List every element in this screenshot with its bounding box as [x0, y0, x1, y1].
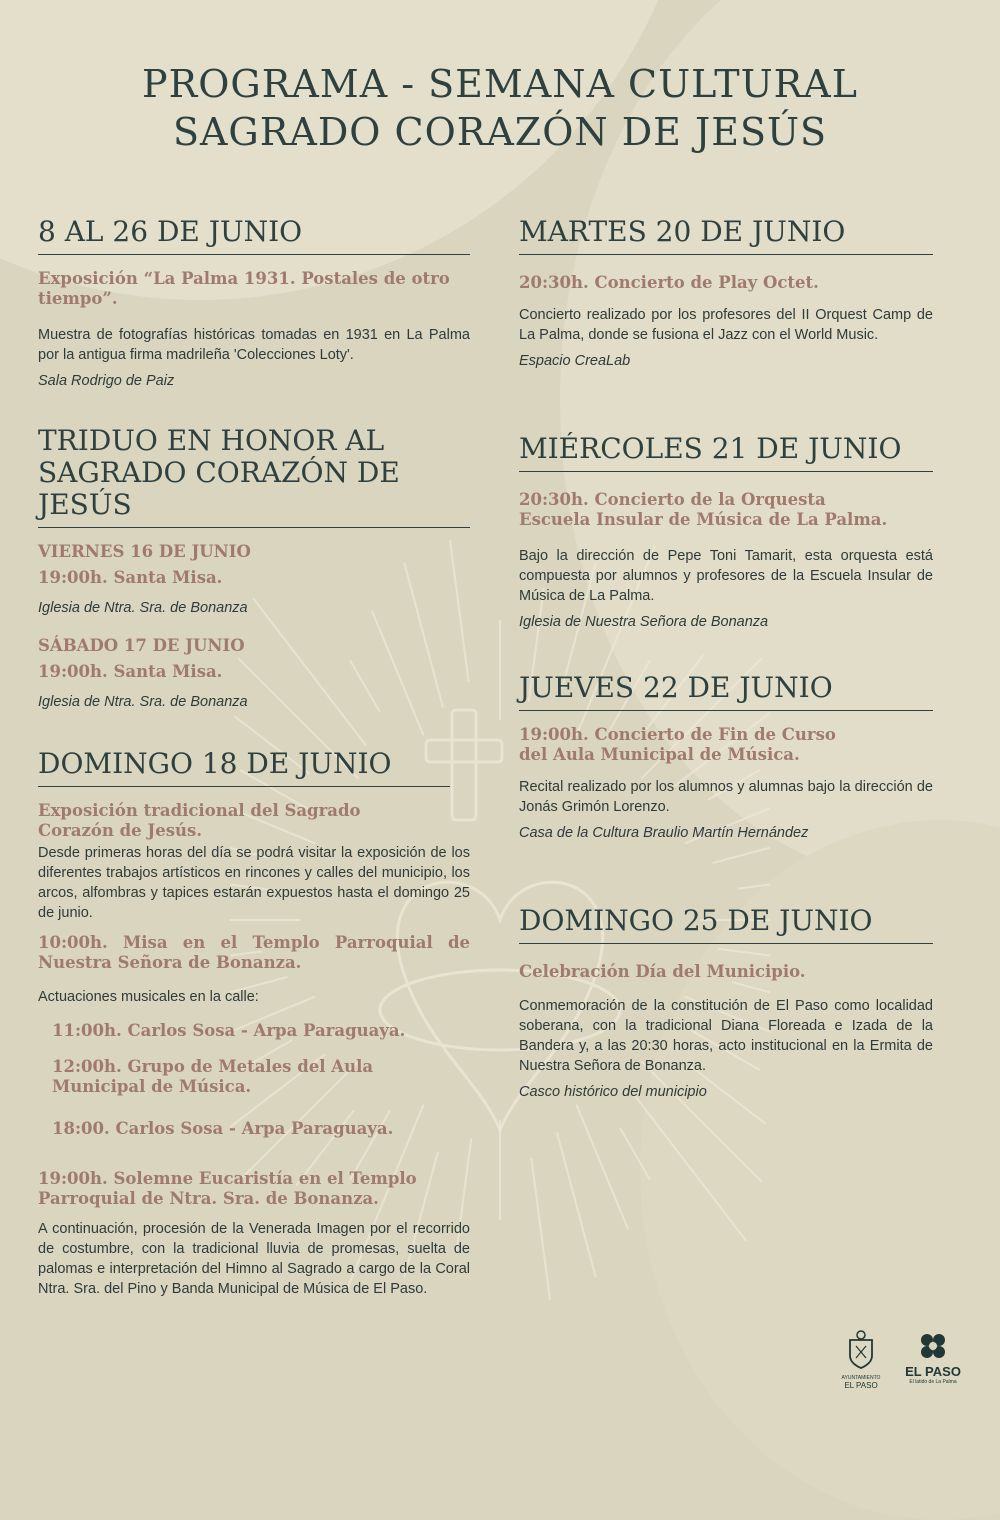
section-8-26-junio: [38, 216, 470, 391]
section-jueves-22: [519, 672, 933, 843]
section-heading-line2: SAGRADO CORAZÓN DE JESÚS: [38, 456, 400, 521]
section-heading: [38, 425, 470, 528]
section-heading: JUEVES 22 DE JUNIO: [519, 672, 933, 711]
sunburst-ray: [531, 1158, 553, 1300]
left-column: [38, 216, 470, 1299]
event-title: 19:00h. Concierto de Fin de Curso del Aula Municipal de Música.: [519, 725, 836, 764]
brand-name: EL PASO: [905, 1364, 961, 1379]
el-paso-brand-logo: [900, 1332, 966, 1385]
event-title: Celebración Día del Municipio.: [519, 962, 806, 981]
event-title: 10:00h. Misa en el Templo Parroquial de Nuestra Señora de Bonanza.: [38, 933, 470, 972]
logo-caption: EL PASO: [844, 1381, 878, 1390]
event-description: Bajo la dirección de Pepe Toni Tamarit, esta orquesta está compuesta por alumnos y profesores de la Escuela Insular de Música de La Palma.: [519, 548, 933, 604]
music-item: 18:00. Carlos Sosa - Arpa Paraguaya.: [52, 1119, 394, 1138]
sunburst-ray: [634, 1095, 747, 1242]
music-item: 12:00h. Grupo de Metales del Aula Municipal de Música.: [52, 1057, 374, 1096]
event-place: Espacio CreaLab: [519, 353, 631, 369]
logo-caption-small: AYUNTAMIENTO: [841, 1375, 881, 1381]
event-description: Recital realizado por los alumnos y alumnas bajo la dirección de Jonás Grimón Lorenzo.: [519, 779, 933, 815]
event-place: Sala Rodrigo de Paiz: [38, 373, 175, 389]
event-title: Exposición tradicional del Sagrado Corazón de Jesús.: [38, 801, 361, 840]
section-heading: 8 AL 26 DE JUNIO: [38, 216, 470, 255]
event-place: Casa de la Cultura Braulio Martín Hernández: [519, 825, 809, 841]
event-description: A continuación, procesión de la Venerada Imagen por el recorrido de costumbre, con la tradicional lluvia de promesas, suelta de palomas e interpretación del Himno al Sagrado a cargo de la Coral Ntra. Sra. del Pino y Banda Municipal de Música de El Paso.: [38, 1221, 470, 1297]
section-heading: MARTES 20 DE JUNIO: [519, 216, 933, 255]
sunburst-ray: [577, 1105, 629, 1230]
music-intro: Actuaciones musicales en la calle:: [38, 989, 259, 1005]
right-column: [519, 216, 933, 1102]
event-description: Conmemoración de la constitución de El Paso como localidad soberana, con la tradicional Diana Floreada e Izada de la Bandera y, a las 20:30 horas, acto institucional en la Ermita de Nuestra Señora de Bonanza.: [519, 998, 933, 1074]
event-title: 19:00h. Solemne Eucaristía en el Templo Parroquial de Ntra. Sra. de Bonanza.: [38, 1169, 417, 1208]
event-day: SÁBADO 17 DE JUNIO: [38, 636, 245, 655]
event-title: Exposición “La Palma 1931. Postales de otro tiempo”.: [38, 269, 450, 308]
section-domingo-25: [519, 905, 933, 1102]
brand-tagline: El latido de La Palma: [909, 1379, 957, 1385]
event-title: 20:30h. Concierto de la Orquesta Escuela Insular de Música de La Palma.: [519, 490, 888, 529]
event-description: Muestra de fotografías históricas tomadas en 1931 en La Palma por la antigua firma madrileña 'Colecciones Loty'.: [38, 327, 470, 363]
event-place: Iglesia de Ntra. Sra. de Bonanza: [38, 694, 248, 710]
section-triduo: [38, 425, 470, 712]
section-heading: MIÉRCOLES 21 DE JUNIO: [519, 433, 933, 472]
section-domingo-18: [38, 748, 470, 1299]
event-place: Iglesia de Ntra. Sra. de Bonanza: [38, 600, 248, 616]
coat-of-arms-icon: [846, 1330, 876, 1370]
event-place: Iglesia de Nuestra Señora de Bonanza: [519, 614, 769, 630]
section-heading: DOMINGO 25 DE JUNIO: [519, 905, 933, 944]
event-title: 19:00h. Santa Misa.: [38, 662, 223, 681]
event-place: Casco histórico del municipio: [519, 1084, 707, 1100]
sunburst-ray: [620, 1128, 650, 1180]
brand-mark-icon: [919, 1332, 947, 1360]
section-heading: DOMINGO 18 DE JUNIO: [38, 748, 450, 787]
page-title-line1: PROGRAMA - SEMANA CULTURAL: [142, 62, 858, 106]
event-title: 20:30h. Concierto de Play Octet.: [519, 273, 819, 292]
music-item: 11:00h. Carlos Sosa - Arpa Paraguaya.: [52, 1021, 406, 1040]
section-martes-20: [519, 216, 933, 371]
event-description: Concierto realizado por los profesores del II Orquest Camp de La Palma, donde se fusiona el Jazz con el World Music.: [519, 307, 933, 343]
page-title-line2: SAGRADO CORAZÓN DE JESÚS: [172, 110, 828, 154]
ayuntamiento-logo: [838, 1330, 884, 1390]
event-description: Desde primeras horas del día se podrá visitar la exposición de los diferentes trabajos artísticos en rincones y calles del municipio, los arcos, alfombras y tapices estarán expuestos hasta el domingo 25 de junio.: [38, 845, 470, 921]
sunburst-ray: [557, 1133, 596, 1278]
event-day: VIERNES 16 DE JUNIO: [38, 542, 251, 561]
section-miercoles-21: [519, 433, 933, 632]
event-title: 19:00h. Santa Misa.: [38, 568, 223, 587]
section-heading-line1: TRIDUO EN HONOR AL: [38, 424, 385, 457]
